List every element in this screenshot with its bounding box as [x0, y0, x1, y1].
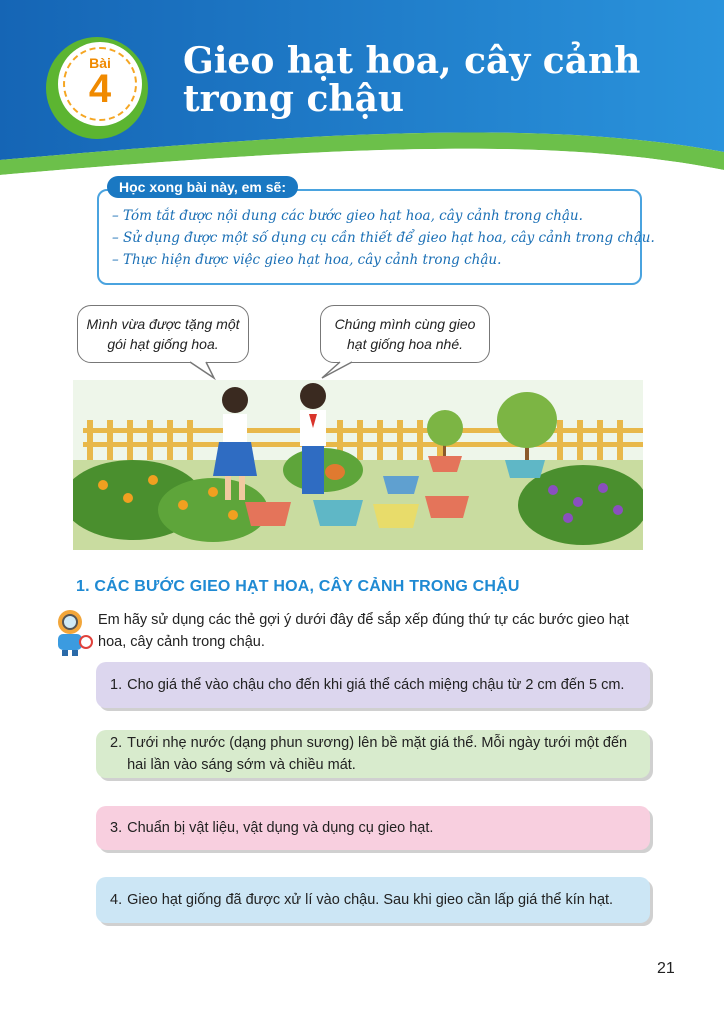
- step-card[interactable]: [96, 877, 650, 923]
- objective-item: – Thực hiện được việc gieo hạt hoa, cây cảnh trong chậu.: [112, 252, 502, 268]
- boy-speech-bubble: Chúng mình cùng gieo hạt giống hoa nhé.: [320, 305, 490, 363]
- step-number: 2.: [110, 735, 123, 751]
- step-text: Tưới nhẹ nước (dạng phun sương) lên bề mặt giá thể. Mỗi ngày tưới một đến hai lần vào sáng sớm và chiều mát.: [127, 735, 628, 773]
- girl-speech-bubble: Mình vừa được tặng một gói hạt giống hoa.: [77, 305, 249, 363]
- lesson-number: 4: [88, 67, 112, 111]
- lesson-label: Bài: [89, 55, 111, 71]
- activity-instruction: Em hãy sử dụng các thẻ gợi ý dưới đây để sắp xếp đúng thứ tự các bước gieo hạt hoa, cây cảnh trong chậu.: [98, 612, 629, 650]
- objectives-heading: Học xong bài này, em sẽ:: [107, 176, 298, 198]
- step-number: 4.: [110, 892, 123, 908]
- section-title: 1. CÁC BƯỚC GIEO HẠT HOA, CÂY CẢNH TRONG CHẬU: [76, 578, 520, 595]
- step-card[interactable]: [96, 662, 650, 708]
- lesson-title: Gieo hạt hoa, cây cảnh trong chậu: [183, 40, 641, 120]
- garden-scene-image: [73, 380, 643, 550]
- step-text: Gieo hạt giống đã được xử lí vào chậu. Sau khi gieo cần lấp giá thể kín hạt.: [127, 892, 614, 908]
- step-text: Cho giá thể vào chậu cho đến khi giá thể cách miệng chậu từ 2 cm đến 5 cm.: [127, 677, 625, 693]
- step-text: Chuẩn bị vật liệu, vật dụng và dụng cụ gieo hạt.: [127, 820, 434, 836]
- page-number: 21: [657, 960, 675, 977]
- garden-illustration: [73, 380, 643, 550]
- step-number: 1.: [110, 677, 123, 693]
- step-number: 3.: [110, 820, 123, 836]
- robot-magnifier-icon: [52, 606, 94, 656]
- step-card[interactable]: [96, 806, 650, 850]
- step-card[interactable]: [96, 730, 650, 778]
- objective-item: – Sử dụng được một số dụng cụ cần thiết để gieo hạt hoa, cây cảnh trong chậu.: [112, 230, 655, 246]
- objective-item: – Tóm tắt được nội dung các bước gieo hạt hoa, cây cảnh trong chậu.: [112, 208, 583, 224]
